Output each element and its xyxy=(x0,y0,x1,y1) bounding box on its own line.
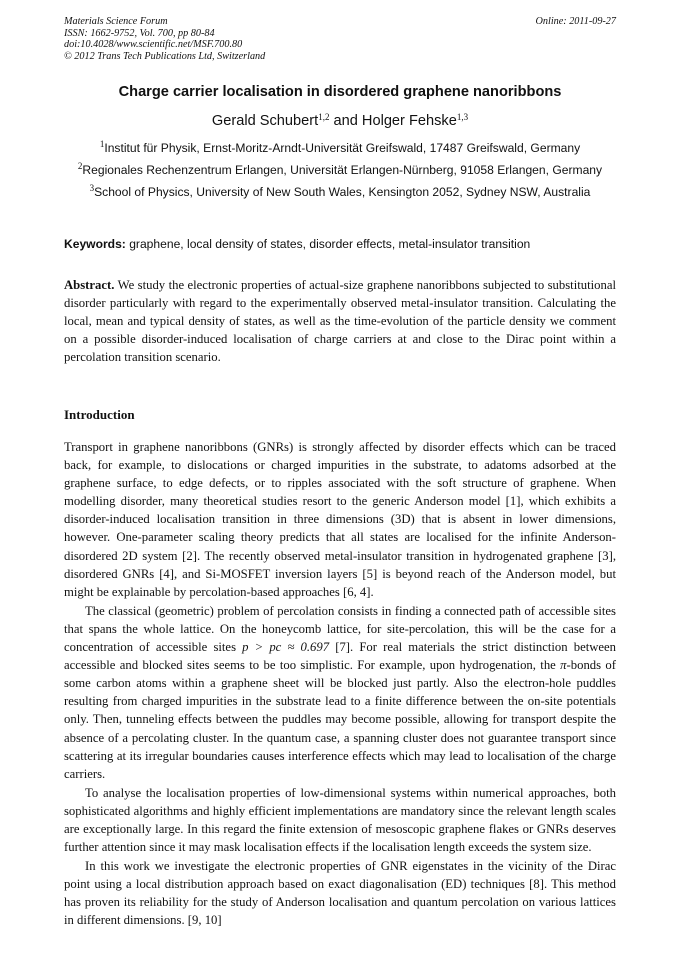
author-name: Gerald Schubert xyxy=(211,113,319,129)
affiliation-marker: 3 xyxy=(89,183,95,193)
issn-line: ISSN: 1662-9752, Vol. 700, pp 80-84 xyxy=(64,27,215,39)
abstract xyxy=(64,276,616,366)
affiliation-2 xyxy=(40,161,640,177)
paper-title: Charge carrier localisation in disordered graphene nanoribbons xyxy=(118,84,562,100)
paragraph xyxy=(64,602,616,783)
affiliation-3 xyxy=(40,183,640,199)
author-name: Holger Fehske xyxy=(361,113,457,129)
online-date: Online: 2011-09-27 xyxy=(535,16,616,27)
section-heading: Introduction xyxy=(64,407,135,422)
abstract-label: Abstract. xyxy=(64,278,115,292)
keywords-text: graphene, local density of states, disorder effects, metal-insulator transition xyxy=(125,237,531,251)
affiliation-marker: 1 xyxy=(99,139,105,149)
journal-header xyxy=(64,16,616,62)
paragraph: Transport in graphene nanoribbons (GNRs) is strongly affected by disorder effects which can be traced back, for example, to dislocations or charged impurities in the substrate, to adatoms adsorbed at the graphene surface, to edge defects, or to ripples associated with the soft structure of graphene. When modelling disorder, many theoretical studies resort to the generic Anderson model [1], which exhibits a disorder-induced localisation transition in three dimensions (3D) that is absent in lower dimensions, however. One-parameter scaling theory predicts that all states are localised for the infinite Anderson-disordered 2D system [2]. The recently observed metal-insulator transition in hydrogenated graphene [3], disordered GNRs [4], and Si-MOSFET inversion layers [5] is beyond reach of the Anderson model, but might be explainable by percolation-based approaches [6, 4]. xyxy=(64,440,616,599)
keywords xyxy=(64,237,624,251)
paragraph: To analyse the localisation properties of low-dimensional systems within numerical approaches, both sophisticated algorithms and highly efficient implementations are mandatory since the relevant length scales are exceptionally large. In this regard the finite extension of mesoscopic graphene flakes or GNRs deserves further attention since it may mask localisation effects if the localisation length exceeds the system size. xyxy=(64,785,616,855)
author-affiliation-marker: 1,3 xyxy=(456,112,469,122)
math-inline: p > pc ≈ 0.697 xyxy=(242,640,330,655)
keywords-label: Keywords: xyxy=(64,237,126,251)
paragraph-text: The classical (geometric) problem of percolation consists in finding a connected path of accessible sites that spans the whole lattice. On the honeycomb lattice, for site-percolation, this will be the case for a concentration of accessible sites xyxy=(64,603,616,655)
affiliation-1 xyxy=(40,139,640,155)
abstract-text: We study the electronic properties of actual-size graphene nanoribbons subjected to substitutional disorder particularly with regard to the experimentally observed metal-insulator transition. Calculating the local, mean and typical density of states, as well as the time-evolution of the particle density we comment on a possible disorder-induced localisation of charge carriers at and close to the Dirac point within a percolation transition scenario. xyxy=(64,278,616,365)
affiliation-text: Regionales Rechenzentrum Erlangen, Universität Erlangen-Nürnberg, 91058 Erlangen, Germany xyxy=(82,163,603,177)
affiliation-marker: 2 xyxy=(77,161,83,171)
paragraph: In this work we investigate the electronic properties of GNR eigenstates in the vicinity of the Dirac point using a local distribution approach based on exact diagonalisation (ED) techniques [8]. This method has proven its reliability for the study of Anderson localisation and quantum percolation on various lattices in different dimensions. [9, 10] xyxy=(64,859,616,928)
author-line xyxy=(64,112,616,129)
author-affiliation-marker: 1,2 xyxy=(318,112,330,122)
body-text xyxy=(64,438,616,931)
affiliation-text: Institut für Physik, Ernst-Moritz-Arndt-Universität Greifswald, 17487 Greifswald, Germany xyxy=(104,141,581,155)
journal-name: Materials Science Forum xyxy=(64,16,168,27)
math-pi: π xyxy=(560,658,567,673)
affiliation-text: School of Physics, University of New South Wales, Kensington 2052, Sydney NSW, Australia xyxy=(94,185,591,199)
paragraph-text: [7]. For real materials the strict distinction between accessible and blocked sites seems to be too simplistic. For example, upon hydrogenation, the xyxy=(64,640,616,673)
paragraph-text: -bonds of some carbon atoms within a graphene sheet will be blocked just partly. Also the electron-hole puddles resulting from charged impurities in the substrate lead to a finite difference between the on-site potentials only. Then, tunneling effects between the puddles may become possible, allowing for transport despite the absence of a percolating cluster. In the quantum case, a spanning cluster does not guarantee transport since scattering at its irregular boundaries causes interference effects which may lead to localisation of the charge carriers. xyxy=(64,658,616,781)
copyright-line: © 2012 Trans Tech Publications Ltd, Switzerland xyxy=(64,50,266,62)
doi-line: doi:10.4028/www.scientific.net/MSF.700.80 xyxy=(64,39,243,51)
author-conjunction: and xyxy=(329,113,362,129)
